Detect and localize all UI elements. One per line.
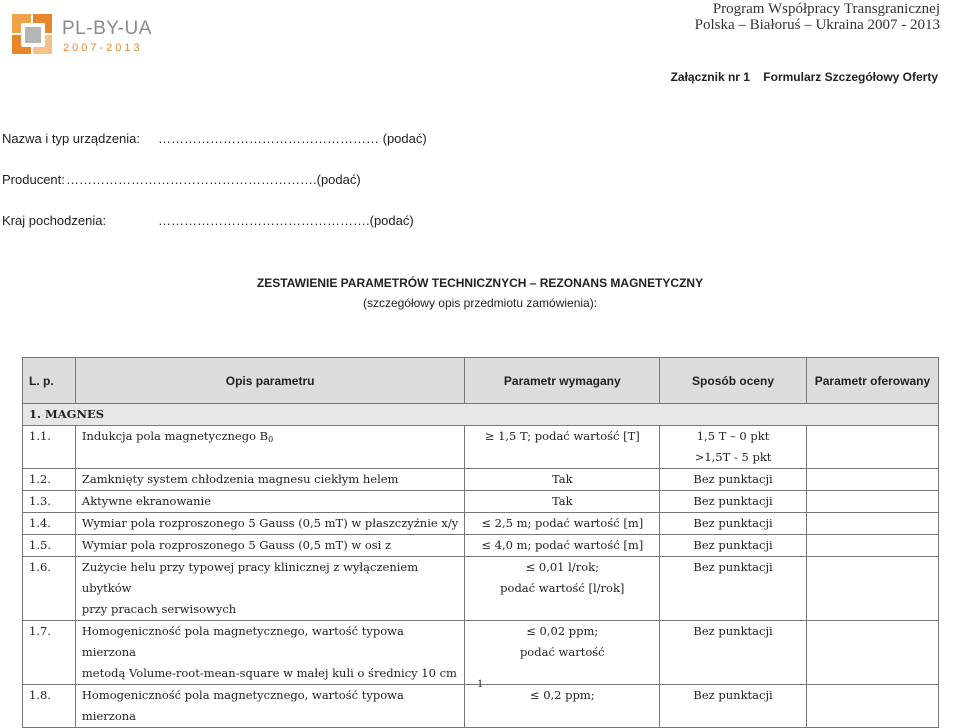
cell-ocena: Bez punktacji	[660, 535, 807, 557]
cell-ocena: Bez punktacji	[660, 491, 807, 513]
cell-ocena: Bez punktacji	[660, 557, 807, 621]
cell-wymagany-line-2: podać wartość [l/rok]	[500, 581, 625, 595]
cell-oferowany[interactable]	[806, 557, 938, 621]
cell-wymagany	[465, 621, 660, 685]
cell-opis-line-2: metodą Volume-root-mean-square w małej kuli o średnicy 10 cm	[81, 666, 457, 680]
table-row	[23, 491, 939, 513]
cell-wymagany: Tak	[465, 491, 660, 513]
cell-opis: Wymiar pola rozproszonego 5 Gauss (0,5 mT) w osi z	[75, 535, 464, 557]
section-row	[23, 404, 939, 426]
cell-opis	[75, 557, 464, 621]
cell-ocena-line-1: 1,5 T – 0 pkt	[696, 429, 770, 443]
header-ocena: Sposób oceny	[660, 358, 807, 404]
cell-opis: Wymiar pola rozproszonego 5 Gauss (0,5 mT) w płaszczyźnie x/y	[75, 513, 464, 535]
cell-wymagany-line-1: ≤ 0,02 ppm;	[526, 624, 599, 638]
origin-label: Kraj pochodzenia:	[2, 213, 107, 228]
section-label: 1. MAGNES	[23, 404, 939, 426]
cell-wymagany: Tak	[465, 469, 660, 491]
cell-opis: Homogeniczność pola magnetycznego, wartość typowa mierzona	[75, 685, 464, 728]
cell-ocena-line-2: >1,5T - 5 pkt	[694, 450, 772, 464]
cell-lp: 1.8.	[23, 685, 76, 728]
cell-wymagany: ≥ 1,5 T; podać wartość [T]	[465, 426, 660, 469]
cell-opis-text: Indukcja pola magnetycznego B	[81, 429, 269, 443]
cell-wymagany-line-2: podać wartość	[519, 645, 605, 659]
program-line-1: Program Współpracy Transgranicznej	[712, 1, 940, 17]
cell-oferowany[interactable]	[806, 513, 938, 535]
logo	[12, 14, 162, 60]
cell-ocena	[660, 426, 807, 469]
cell-wymagany	[465, 557, 660, 621]
logo-mark-icon	[12, 14, 54, 56]
annex-title: Załącznik nr 1 Formularz Szczegółowy Oferty	[670, 70, 938, 84]
cell-opis: Aktywne ekranowanie	[75, 491, 464, 513]
document-subtitle: (szczegółowy opis przedmiotu zamówienia):	[362, 296, 598, 310]
page-number: 1	[477, 676, 483, 690]
cell-oferowany[interactable]	[806, 621, 938, 685]
origin-value: ………………………………………….(podać)	[158, 213, 414, 228]
cell-lp: 1.2.	[23, 469, 76, 491]
cell-ocena: Bez punktacji	[660, 513, 807, 535]
cell-lp: 1.4.	[23, 513, 76, 535]
cell-wymagany: ≤ 2,5 m; podać wartość [m]	[465, 513, 660, 535]
cell-opis-line-1: Homogeniczność pola magnetycznego, wartość typowa mierzona	[81, 624, 404, 659]
header-oferowany: Parametr oferowany	[806, 358, 938, 404]
cell-lp: 1.1.	[23, 426, 76, 469]
table-header-row	[23, 358, 939, 404]
header-lp: L. p.	[23, 358, 76, 404]
cell-oferowany[interactable]	[806, 426, 938, 469]
cell-opis	[75, 426, 464, 469]
table-row	[23, 535, 939, 557]
table-row	[23, 513, 939, 535]
producer-label: Producent:	[2, 172, 65, 187]
cell-opis	[75, 621, 464, 685]
program-title	[695, 1, 940, 33]
header-opis: Opis parametru	[75, 358, 464, 404]
header-wymagany: Parametr wymagany	[465, 358, 660, 404]
device-value: …………………………………………… (podać)	[158, 131, 427, 146]
cell-lp: 1.7.	[23, 621, 76, 685]
cell-ocena: Bez punktacji	[660, 621, 807, 685]
cell-opis-subscript: 0	[268, 435, 274, 444]
parameters-table	[22, 357, 939, 728]
cell-wymagany: ≤ 0,2 ppm;	[465, 685, 660, 728]
cell-ocena: Bez punktacji	[660, 469, 807, 491]
cell-ocena: Bez punktacji	[660, 685, 807, 728]
cell-wymagany-line-1: ≤ 0,01 l/rok;	[525, 560, 599, 574]
cell-lp: 1.5.	[23, 535, 76, 557]
cell-opis: Zamknięty system chłodzenia magnesu ciekłym helem	[75, 469, 464, 491]
cell-opis-line-1: Zużycie helu przy typowej pracy klinicznej z wyłączeniem ubytków	[81, 560, 419, 595]
producer-value: ………………………………………………….(podać)	[66, 172, 361, 187]
cell-oferowany[interactable]	[806, 491, 938, 513]
program-line-2: Polska – Białoruś – Ukraina 2007 - 2013	[694, 17, 940, 33]
document-title: ZESTAWIENIE PARAMETRÓW TECHNICZNYCH – REZONANS MAGNETYCZNY	[256, 276, 704, 290]
cell-oferowany[interactable]	[806, 535, 938, 557]
table-row	[23, 469, 939, 491]
cell-opis-line-2: przy pracach serwisowych	[81, 602, 237, 616]
table-row	[23, 621, 939, 685]
table-row	[23, 557, 939, 621]
cell-oferowany[interactable]	[806, 469, 938, 491]
logo-years: 2007-2013	[63, 42, 143, 54]
cell-lp: 1.6.	[23, 557, 76, 621]
cell-lp: 1.3.	[23, 491, 76, 513]
table-row	[23, 426, 939, 469]
cell-wymagany: ≤ 4,0 m; podać wartość [m]	[465, 535, 660, 557]
logo-text: PL-BY-UA	[62, 18, 152, 39]
device-label: Nazwa i typ urządzenia:	[2, 131, 141, 146]
